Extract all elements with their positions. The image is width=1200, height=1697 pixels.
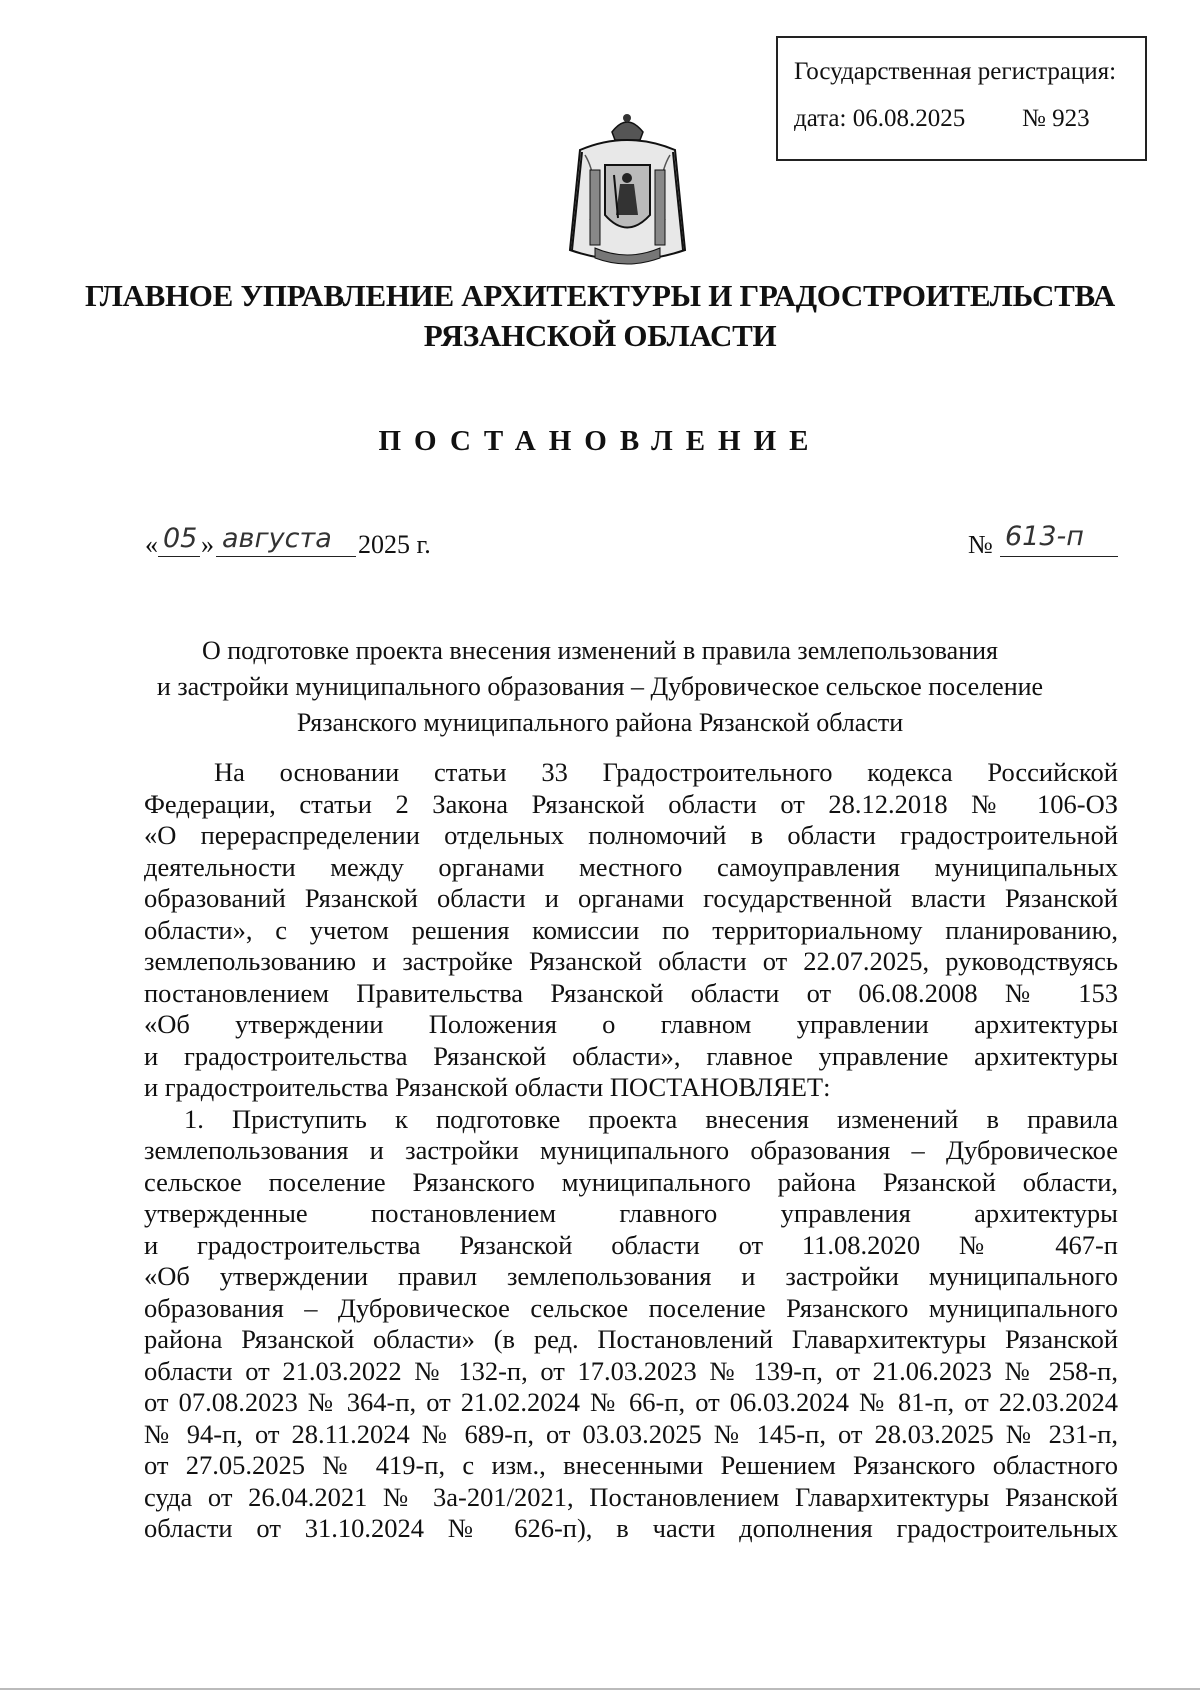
body-line: образования – Дубровическое сельское поселение Рязанского муниципального: [144, 1292, 1118, 1323]
number-underline: [1000, 556, 1118, 557]
month-underline: [216, 556, 356, 557]
body-line: «О перераспределении отдельных полномочий в области градостроительной: [144, 820, 1118, 850]
date-year: 2025 г.: [358, 530, 431, 559]
registration-title: Государственная регистрация:: [794, 58, 1117, 85]
document-title-line: Рязанского муниципального района Рязанской области: [296, 708, 904, 737]
body-line: области от 31.10.2024 № 626-п), в части дополнения градостроительных: [144, 1513, 1118, 1543]
organization-region: РЯЗАНСКОЙ ОБЛАСТИ: [423, 318, 777, 353]
body-line: и градостроительства Рязанской области», главное управление архитектуры: [144, 1040, 1118, 1071]
body-line: суда от 26.04.2021 № 3а-201/2021, Постановлением Главархитектуры Рязанской: [144, 1481, 1118, 1512]
day-underline: [158, 556, 200, 557]
date-quote-open: «: [145, 530, 158, 559]
registration-date: дата: 06.08.2025: [794, 105, 966, 132]
body-line: постановлением Правительства Рязанской области от 06.08.2008 № 153: [144, 977, 1118, 1008]
body-line: Федерации, статьи 2 Закона Рязанской области от 28.12.2018 № 106-ОЗ: [144, 788, 1118, 819]
body-line: района Рязанской области» (в ред. Постановлений Главархитектуры Рязанской: [144, 1324, 1118, 1354]
body-line: деятельности между органами местного самоуправления муниципальных: [144, 851, 1118, 882]
body-line: и градостроительства Рязанской области ПОСТАНОВЛЯЕТ:: [144, 1072, 831, 1102]
document-body: [144, 757, 1118, 1545]
body-line: от 07.08.2023 № 364-п, от 21.02.2024 № 66-п, от 06.03.2024 № 81-п, от 22.03.2024: [144, 1387, 1118, 1417]
body-line: и градостроительства Рязанской области от 11.08.2020 № 467-п: [144, 1229, 1118, 1260]
date-quote-close: »: [201, 530, 214, 559]
body-line: «Об утверждении Положения о главном управлении архитектуры: [144, 1009, 1118, 1039]
scan-edge: [0, 1688, 1200, 1690]
body-line: На основании статьи 33 Градостроительного кодекса Российской: [214, 757, 1118, 787]
registration-number: № 923: [1022, 105, 1090, 132]
body-line: области», с учетом решения комиссии по территориальному планированию,: [144, 914, 1118, 945]
body-line: утвержденные постановлением главного управления архитектуры: [144, 1198, 1118, 1228]
body-line: землепользованию и застройке Рязанской области от 22.07.2025, руководствуясь: [144, 946, 1118, 976]
document-title-line: и застройки муниципального образования – Дубровическое сельское поселение: [156, 672, 1044, 701]
body-line: 1. Приступить к подготовке проекта внесения изменений в правила: [184, 1103, 1118, 1134]
date-day-handwritten: 05: [163, 523, 198, 554]
document-number-handwritten: 613-п: [1005, 521, 1084, 552]
date-month-handwritten: августа: [222, 523, 332, 554]
number-sign: №: [968, 530, 993, 559]
document-type: ПОСТАНОВЛЕНИЕ: [378, 425, 822, 457]
document-title-line: О подготовке проекта внесения изменений в правила землепользования: [201, 636, 998, 665]
body-line: «Об утверждении правил землепользования и застройки муниципального: [144, 1261, 1118, 1291]
body-line: от 27.05.2025 № 419-п, с изм., внесенными Решением Рязанского областного: [144, 1450, 1118, 1480]
body-line: землепользования и застройки муниципального образования – Дубровическое: [144, 1135, 1118, 1165]
coat-of-arms-icon: [560, 110, 695, 275]
body-line: образований Рязанской области и органами государственной власти Рязанской: [144, 883, 1118, 913]
body-line: сельское поселение Рязанского муниципального района Рязанской области,: [144, 1166, 1118, 1197]
organization-name: ГЛАВНОЕ УПРАВЛЕНИЕ АРХИТЕКТУРЫ И ГРАДОСТРОИТЕЛЬСТВА: [84, 278, 1115, 313]
body-line: № 94-п, от 28.11.2024 № 689-п, от 03.03.2025 № 145-п, от 28.03.2025 № 231-п,: [144, 1418, 1118, 1449]
body-line: области от 21.03.2022 № 132-п, от 17.03.2023 № 139-п, от 21.06.2023 № 258-п,: [144, 1355, 1118, 1386]
registration-stamp: [776, 36, 1147, 161]
